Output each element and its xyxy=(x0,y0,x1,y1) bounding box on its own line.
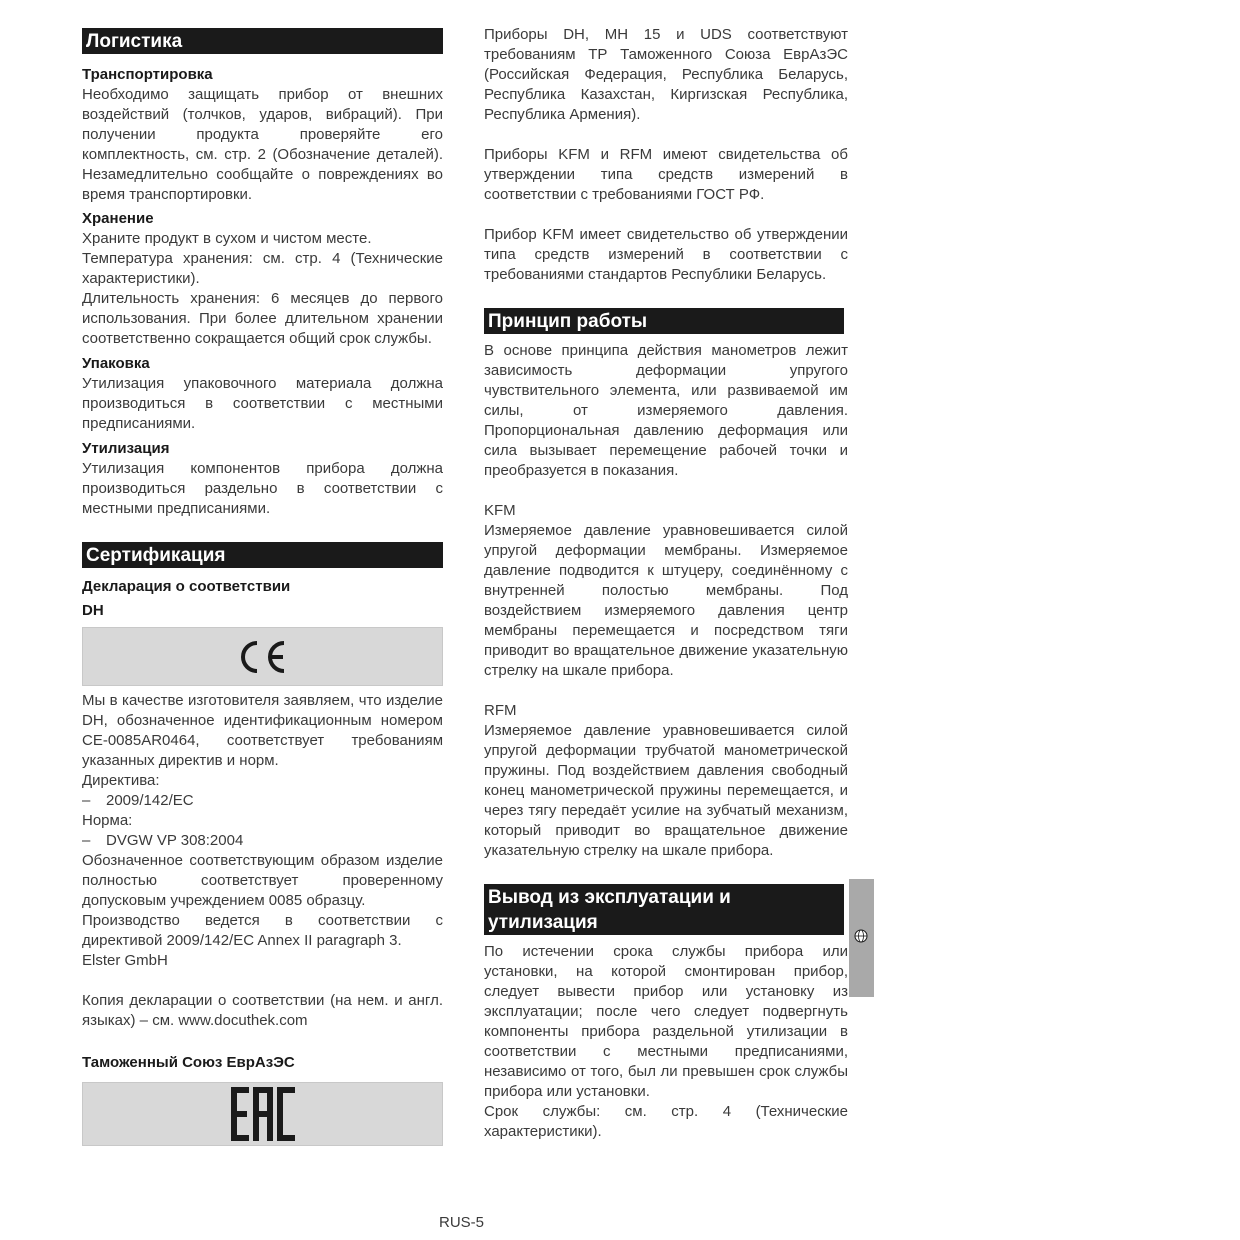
page-number: RUS-5 xyxy=(439,1214,485,1231)
kfm-label: KFM xyxy=(484,502,516,519)
norm-item: – DVGW VP 308:2004 xyxy=(82,832,244,849)
copy-text: Копия декларации о соответствии (на нем. и англ. языках) – см. www.docuthek.com xyxy=(82,992,443,1029)
storage-text-3: Длительность хранения: 6 месяцев до первого использования. При более длительном хранении соответственно сокращается общий срок службы. xyxy=(82,290,443,347)
storage-text-2: Температура хранения: см. стр. 4 (Технические характеристики). xyxy=(82,250,443,287)
transport-heading: Транспортировка xyxy=(82,66,213,83)
decommission-text: По истечении срока службы прибора или установки, на которой смонтирован прибор, следует вывести прибор или установку из эксплуатации; после чего следует подвергнуть компоненты прибора раздельной утилизации в соответствии с местными предписаниями, независимо от того, был ли превышен срок службы прибора или установки. xyxy=(484,943,848,1100)
production-text: Производство ведется в соответствии с директивой 2009/142/EC Annex II paragraph 3. xyxy=(82,912,443,949)
disposal-heading: Утилизация xyxy=(82,440,170,457)
left-column xyxy=(82,28,443,1146)
right-column xyxy=(484,25,848,1142)
eac-mark-logo xyxy=(229,1085,297,1143)
disposal-text: Утилизация компонентов прибора должна производиться раздельно в соответствии с местными предписаниями. xyxy=(82,460,443,517)
ce-mark-box xyxy=(82,627,443,686)
storage-heading: Хранение xyxy=(82,210,154,227)
directive-label: Директива: xyxy=(82,772,160,789)
eac-mark-box xyxy=(82,1082,443,1146)
declaration-heading: Декларация о соответствии xyxy=(82,578,291,595)
rfm-label: RFM xyxy=(484,702,517,719)
decommission-heading-line1: Вывод из эксплуатации и xyxy=(488,887,731,908)
decommission-heading xyxy=(484,884,844,935)
kfm-rfm-certificate-text: Приборы KFM и RFM имеют свидетельства об утверждении типа средств измерений в соответствии с требованиями ГОСТ РФ. xyxy=(484,146,848,203)
company-name: Elster GmbH xyxy=(82,952,168,969)
customs-union-heading: Таможенный Союз ЕврАзЭС xyxy=(82,1054,295,1071)
packaging-heading: Упаковка xyxy=(82,355,150,372)
logistics-heading: Логистика xyxy=(82,28,443,54)
service-life-text: Срок службы: см. стр. 4 (Технические характеристики). xyxy=(484,1103,848,1140)
kfm-description: Измеряемое давление уравновешивается силой упругой деформации мембраны. Измеряемое давление подводится к штуцеру, соединённому с внутренней полостью мембраны. Под воздействием измеряемого давления центр мембраны перемещается и посредством тяги приводит во вращательное движение указательную стрелку на шкале прибора. xyxy=(484,522,848,679)
rfm-description: Измеряемое давление уравновешивается силой упругой деформации трубчатой манометрической пружины. Под воздействием давления свободный конец манометрической пружины перемещается, и через тягу передаёт усилие на зубчатый механизм, который приводит во вращательное движение указательную стрелку на шкале прибора. xyxy=(484,722,848,859)
kfm-certificate-text: Прибор KFM имеет свидетельство об утверждении типа средств измерений в соответствии с требованиями стандартов Республики Беларусь. xyxy=(484,226,848,283)
principle-heading: Принцип работы xyxy=(484,308,844,334)
conformity-text: Обозначенное соответствующим образом изделие полностью соответствует проверенному допусковым учреждением 0085 образцу. xyxy=(82,852,443,909)
storage-text-1: Храните продукт в сухом и чистом месте. xyxy=(82,230,372,247)
customs-union-text: Приборы DH, MH 15 и UDS соответствуют требованиям ТР Таможенного Союза ЕврАзЭС (Российская Федерация, Республика Беларусь, Республика Казахстан, Киргизская Республика, Республика Армения). xyxy=(484,26,848,123)
certification-heading: Сертификация xyxy=(82,542,443,568)
globe-icon xyxy=(854,929,868,943)
ce-mark-logo xyxy=(238,640,288,674)
packaging-text: Утилизация упаковочного материала должна производиться в соответствии с местными предписаниями. xyxy=(82,375,443,432)
language-side-tab xyxy=(849,879,874,997)
norm-label: Норма: xyxy=(82,812,133,829)
product-heading: DH xyxy=(82,602,104,619)
directive-item: – 2009/142/EC xyxy=(82,792,194,809)
principle-intro: В основе принципа действия манометров лежит зависимость деформации упругого чувствительного элемента, или развиваемой им силы, от измеряемого давления. Пропорциональная давлению деформация или сила вызывает перемещение рабочей точки и преобразуется в показания. xyxy=(484,342,848,479)
transport-text: Необходимо защищать прибор от внешних воздействий (толчков, ударов, вибраций). При получении продукта проверяйте его комплектность, см. стр. 2 (Обозначение деталей). Незамедлительно сообщайте о повреждениях во время транспортировки. xyxy=(82,86,443,203)
declaration-text: Мы в качестве изготовителя заявляем, что изделие DH, обозначенное идентификационным номером CE-0085AR0464, соответствует требованиям указанных директив и норм. xyxy=(82,692,443,769)
decommission-heading-line2: утилизация xyxy=(488,912,598,933)
